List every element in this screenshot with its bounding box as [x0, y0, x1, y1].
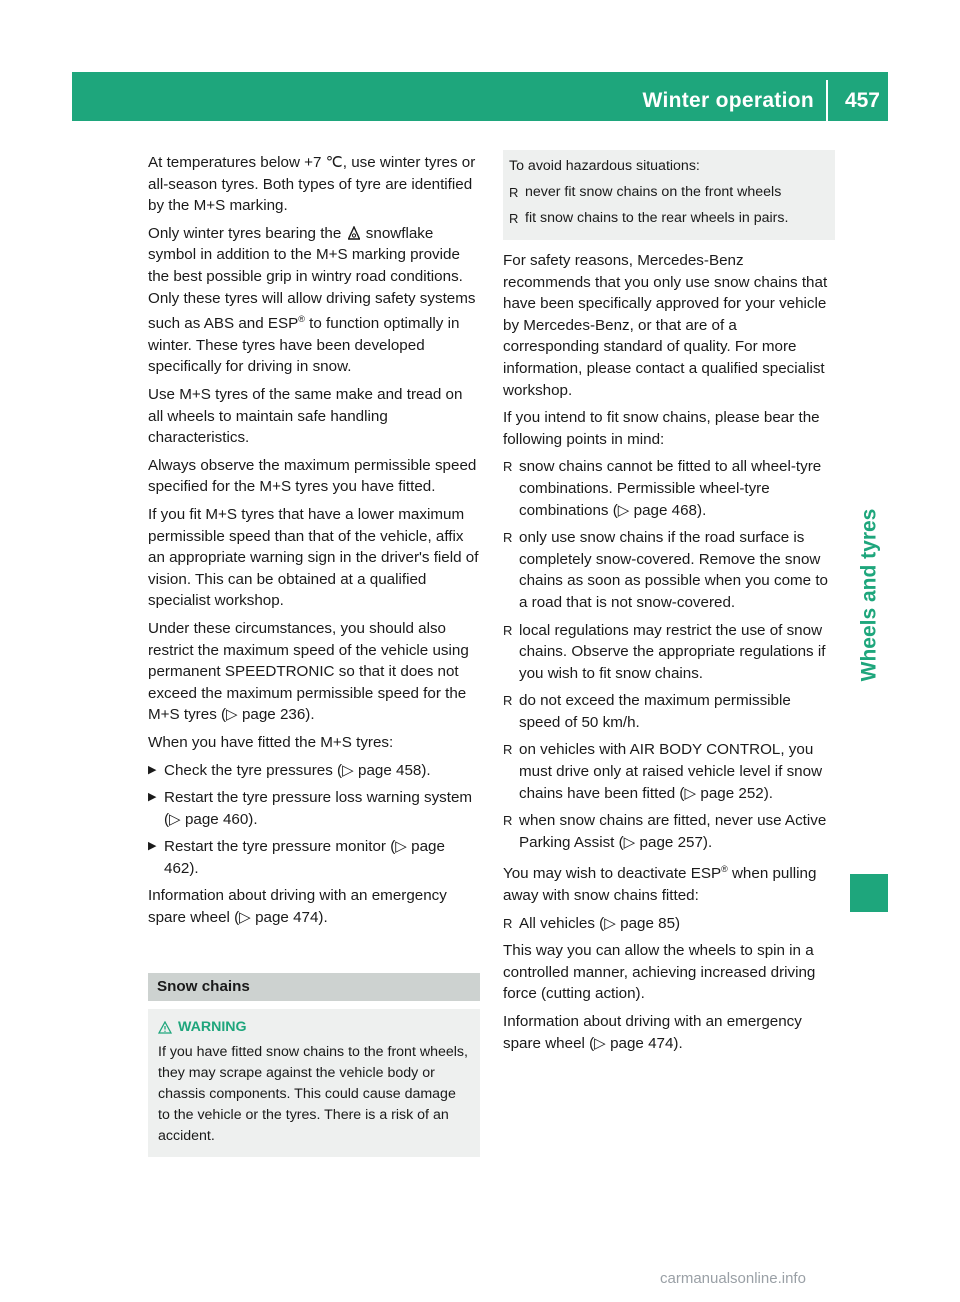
header-bar [72, 72, 888, 121]
page-title: Winter operation [642, 89, 814, 112]
info-box [503, 150, 835, 240]
left-column [148, 152, 480, 1157]
paragraph: When you have fitted the M+S tyres: [148, 733, 394, 751]
list-item: R when snow chains are fitted, never use Active Parking Assist (▷ page 257). [503, 810, 835, 853]
right-column [503, 150, 835, 1060]
warning-triangle-icon [158, 1021, 172, 1034]
list-item: R local regulations may restrict the use of snow chains. Observe the appropriate regulations if you wish to fit snow chains. [503, 620, 835, 685]
side-marker [850, 874, 888, 912]
paragraph: Information about driving with an emergency spare wheel (▷ page 474). [148, 887, 447, 927]
paragraph: Use M+S tyres of the same make and tread on all wheels to maintain safe handling characteristics. [148, 386, 463, 447]
paragraph: Only winter tyres bearing the snowflake symbol in addition to the M+S marking provide the best possible grip in wintry road conditions. Only these tyres will allow driving safety systems such as ABS and ESP® to function optimally in winter. These tyres have been developed specifically for driving in snow. [148, 224, 476, 376]
section-heading: Snow chains [148, 973, 480, 1001]
info-intro: To avoid hazardous situations: [509, 158, 700, 174]
step-item: ▶ Restart the tyre pressure monitor (▷ page 462). [148, 836, 480, 879]
header-divider [826, 80, 828, 121]
list-item: R All vehicles (▷ page 85) [503, 913, 835, 935]
step-item: ▶ Check the tyre pressures (▷ page 458). [148, 760, 480, 782]
list-item: R snow chains cannot be fitted to all wheel-tyre combinations. Permissible wheel-tyre combinations (▷ page 468). [503, 456, 835, 521]
paragraph: At temperatures below +7 ℃, use winter tyres or all-season tyres. Both types of tyre are identified by the M+S marking. [148, 154, 476, 215]
side-tab [850, 490, 888, 700]
warning-text: If you have fitted snow chains to the front wheels, they may scrape against the vehicle body or chassis components. This could cause damage to the vehicle or the tyres. There is a risk of an accident. [158, 1043, 468, 1144]
paragraph: For safety reasons, Mercedes-Benz recommends that you only use snow chains that have been specifically approved for your vehicle by Mercedes-Benz, or that are of a corresponding standard of quality. For more information, please contact a qualified specialist workshop. [503, 252, 828, 399]
list-item: R only use snow chains if the road surface is completely snow-covered. Remove the snow chains as soon as possible when you come to a road that is not snow-covered. [503, 527, 835, 613]
warning-title: WARNING [158, 1017, 470, 1038]
list-item: R on vehicles with AIR BODY CONTROL, you must drive only at raised vehicle level if snow chains have been fitted (▷ page 252). [503, 739, 835, 804]
paragraph: Information about driving with an emergency spare wheel (▷ page 474). [503, 1013, 802, 1052]
paragraph: You may wish to deactivate ESP® when pulling away with snow chains fitted: [503, 864, 817, 905]
info-bullet: R never fit snow chains on the front wheels [509, 182, 825, 203]
snowflake-mountain-icon [348, 226, 360, 240]
step-item: ▶ Restart the tyre pressure loss warning system (▷ page 460). [148, 787, 480, 830]
paragraph: Always observe the maximum permissible speed specified for the M+S tyres you have fitted. [148, 456, 477, 496]
info-bullet: R fit snow chains to the rear wheels in pairs. [509, 208, 825, 229]
paragraph: If you fit M+S tyres that have a lower maximum permissible speed than that of the vehicle, affix an appropriate warning sign in the driver's field of vision. This can be obtained at a qualified specialist workshop. [148, 505, 479, 610]
watermark: carmanualsonline.info [660, 1270, 806, 1287]
list-item: R do not exceed the maximum permissible speed of 50 km/h. [503, 690, 835, 733]
paragraph: This way you can allow the wheels to spin in a controlled manner, achieving increased driving force (cutting action). [503, 942, 816, 1003]
warning-box [148, 1009, 480, 1157]
page-number: 457 [844, 89, 880, 112]
side-tab-label: Wheels and tyres [857, 508, 881, 682]
paragraph: Under these circumstances, you should also restrict the maximum speed of the vehicle using permanent SPEEDTRONIC so that it does not exceed the maximum permissible speed for the M+S tyres (▷ page 236). [148, 619, 469, 724]
paragraph: If you intend to fit snow chains, please bear the following points in mind: [503, 409, 820, 448]
